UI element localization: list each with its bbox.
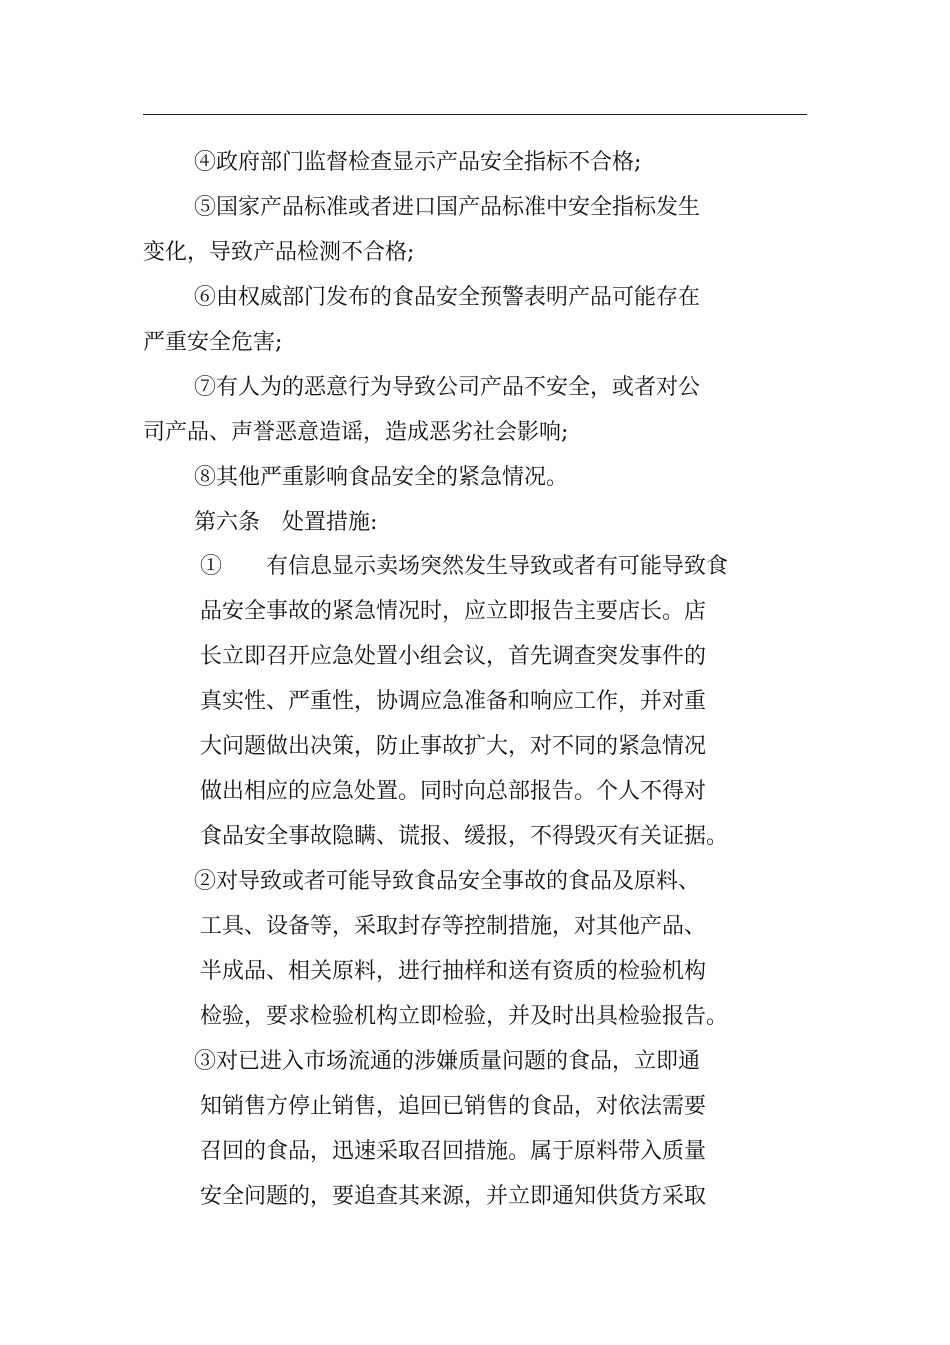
text-line: 真实性、严重性，协调应急准备和响应工作，并对重 [200, 689, 707, 714]
text-line: ① 有信息显示卖场突然发生导致或者有可能导致食 [200, 554, 729, 579]
text-line: ⑥由权威部门发布的食品安全预警表明产品可能存在 [194, 285, 701, 310]
text-line: 做出相应的应急处置。同时向总部报告。个人不得对 [200, 779, 707, 804]
text-line: ⑧其他严重影响食品安全的紧急情况。 [194, 465, 569, 490]
text-line: 知销售方停止销售，追回已销售的食品，对依法需要 [200, 1094, 707, 1119]
text-line: 半成品、相关原料，进行抽样和送有资质的检验机构 [200, 959, 707, 984]
text-line: ⑦有人为的恶意行为导致公司产品不安全，或者对公 [194, 375, 701, 400]
text-line: 检验，要求检验机构立即检验，并及时出具检验报告。 [200, 1004, 729, 1029]
text-line: 司产品、声誉恶意造谣，造成恶劣社会影响; [143, 420, 569, 445]
text-line: 食品安全事故隐瞒、谎报、缓报，不得毁灭有关证据。 [200, 824, 729, 849]
text-line: 严重安全危害; [143, 330, 283, 355]
text-line: 安全问题的，要追查其来源，并立即通知供货方采取 [200, 1184, 707, 1209]
text-line: 工具、设备等，采取封存等控制措施，对其他产品、 [200, 914, 707, 939]
text-line: ④政府部门监督检查显示产品安全指标不合格; [194, 150, 642, 175]
section-heading: 第六条 处置措施: [194, 510, 378, 535]
header-rule [143, 114, 807, 115]
text-line: 召回的食品，迅速采取召回措施。属于原料带入质量 [200, 1139, 707, 1164]
text-line: 变化，导致产品检测不合格; [143, 240, 415, 265]
text-line: ③对已进入市场流通的涉嫌质量问题的食品，立即通 [194, 1049, 701, 1074]
text-line: 长立即召开应急处置小组会议，首先调查突发事件的 [200, 644, 707, 669]
text-line: 品安全事故的紧急情况时，应立即报告主要店长。店 [200, 599, 707, 624]
text-line: ⑤国家产品标准或者进口国产品标准中安全指标发生 [194, 195, 701, 220]
text-line: 大问题做出决策，防止事故扩大，对不同的紧急情况 [200, 734, 707, 759]
text-line: ②对导致或者可能导致食品安全事故的食品及原料、 [194, 869, 701, 894]
